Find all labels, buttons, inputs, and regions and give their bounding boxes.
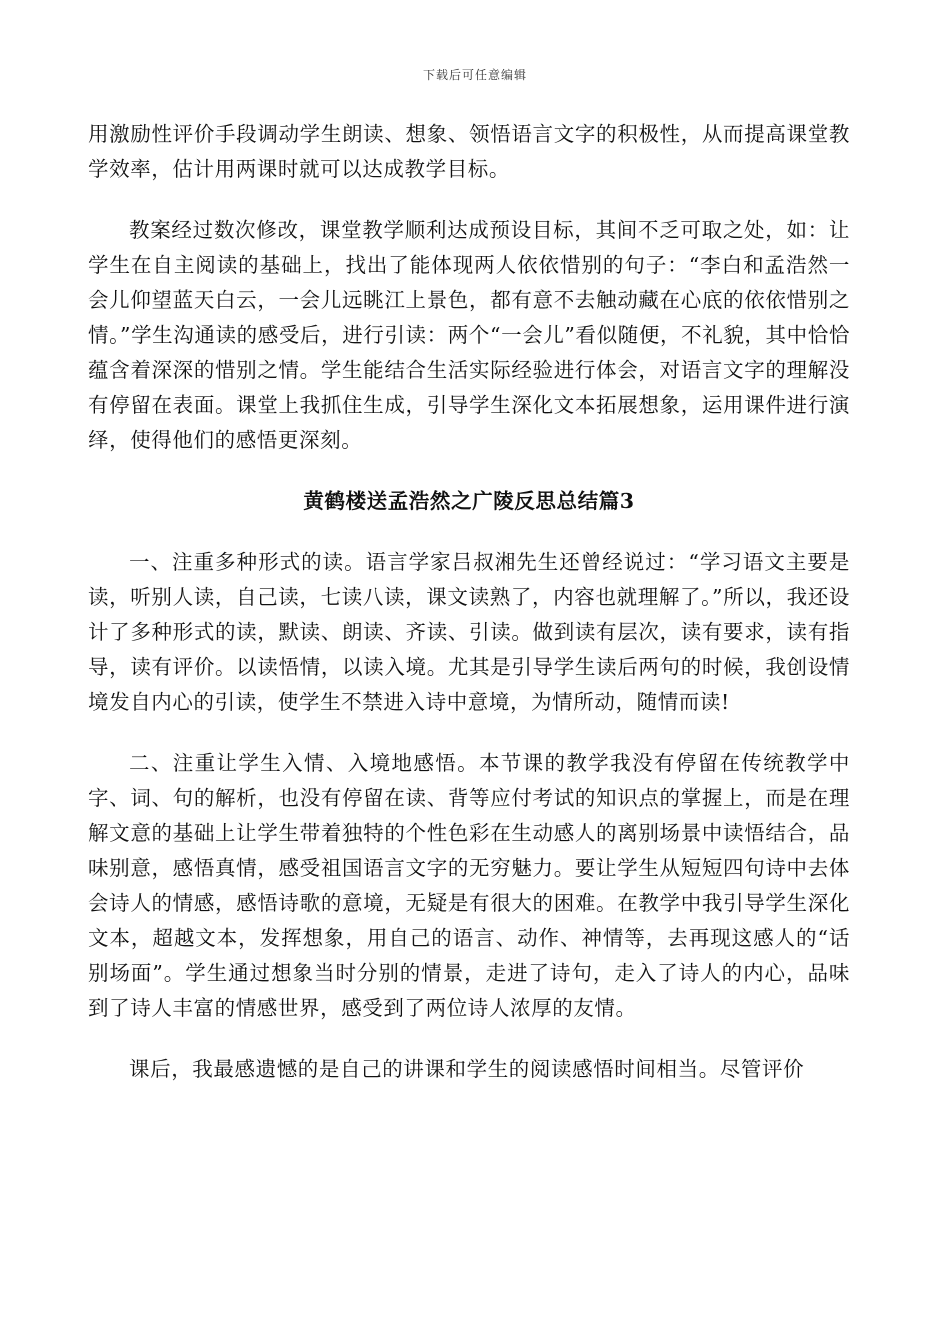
paragraph-point-one: 一、注重多种形式的读。语言学家吕叔湘先生还曾经说过：“学习语文主要是读，听别人读，自己读，七读八读，课文读熟了，内容也就理解了。”所以，我还设计了多种形式的读，默读、朗读、齐读、引读。做到读有层次，读有要求，读有指导，读有评价。以读悟情，以读入境。尤其是引导学生读后两句的时候，我创设情境发自内心的引读，使学生不禁进入诗中意境，为情所动，随情而读!	[88, 550, 850, 714]
document-body	[88, 117, 850, 1113]
page-header-note: 下载后可任意编辑	[422, 68, 527, 82]
paragraph-lesson-revision: 教案经过数次修改，课堂教学顺利达成预设目标，其间不乏可取之处，如：让学生在自主阅读的基础上，找出了能体现两人依依惜别的句子：“李白和孟浩然一会儿仰望蓝天白云，一会儿远眺江上景色，都有意不去触动藏在心底的依依惜别之情。”学生沟通读的感受后，进行引读：两个“一会儿”看似随便，不礼貌，其中恰恰蕴含着深深的惜别之情。学生能结合生活实际经验进行体会，对语言文字的理解没有停留在表面。课堂上我抓住生成，引导学生深化文本拓展想象，运用课件进行演绎，使得他们的感悟更深刻。	[88, 218, 850, 452]
section-title: 黄鹤楼送孟浩然之广陵反思总结篇3	[303, 489, 635, 513]
paragraph-regret: 课后，我最感遗憾的是自己的讲课和学生的阅读感悟时间相当。尽管评价	[129, 1057, 805, 1081]
paragraph-continuation: 用激励性评价手段调动学生朗读、想象、领悟语言文字的积极性，从而提高课堂教学效率，估计用两课时就可以达成教学目标。	[88, 122, 850, 181]
paragraph-point-two: 二、注重让学生入情、入境地感悟。本节课的教学我没有停留在传统教学中字、词、句的解析，也没有停留在读、背等应付考试的知识点的掌握上，而是在理解文意的基础上让学生带着独特的个性色彩在生动感人的离别场景中读悟结合，品味别意，感悟真情，感受祖国语言文字的无穷魅力。要让学生从短短四句诗中去体会诗人的情感，感悟诗歌的意境，无疑是有很大的困难。在教学中我引导学生深化文本，超越文本，发挥想象，用自己的语言、动作、神情等，去再现这感人的“话别场面”。学生通过想象当时分别的情景，走进了诗句，走入了诗人的内心，品味到了诗人丰富的情感世界，感受到了两位诗人浓厚的友情。	[88, 751, 850, 1020]
